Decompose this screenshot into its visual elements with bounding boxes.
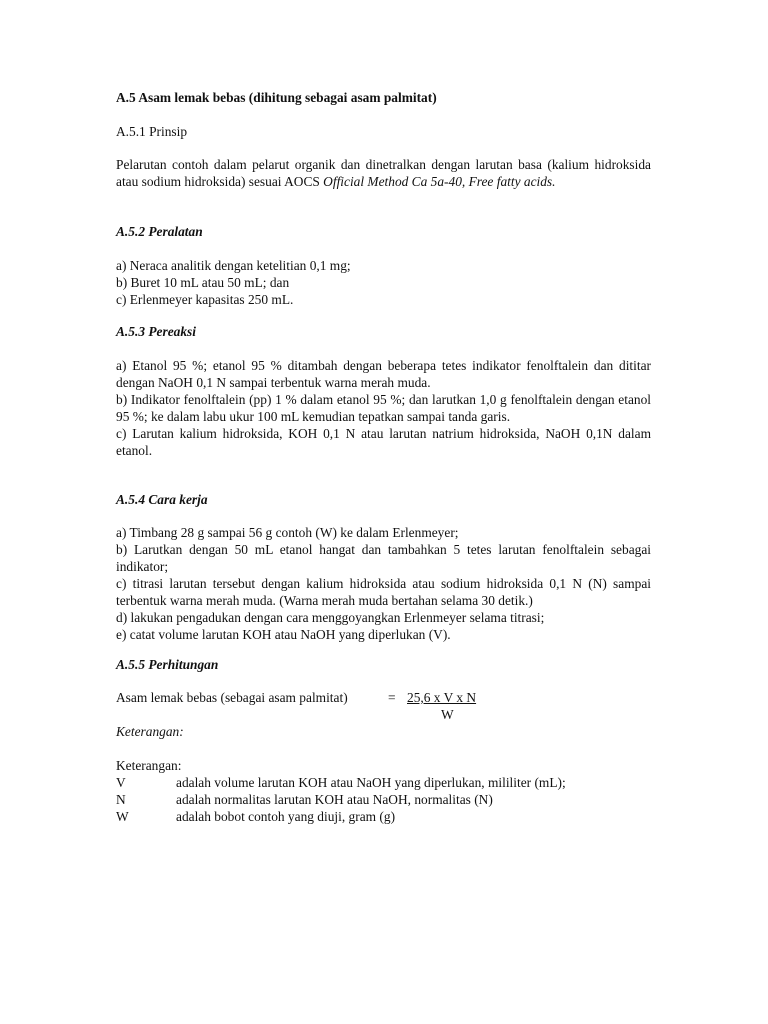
list-item: a) Etanol 95 %; etanol 95 % ditambah dengan beberapa tetes indikator fenolftalein dan dititar dengan NaOH 0,1 N sampai terbentuk warna merah muda. [116, 358, 651, 390]
list-item: c) titrasi larutan tersebut dengan kalium hidroksida atau sodium hidroksida 0,1 N (N) sampai terbentuk warna merah muda. (Warna merah muda bertahan selama 30 detik.) [116, 576, 651, 608]
pereaksi-title: A.5.3 Pereaksi [116, 324, 196, 339]
pereaksi-list [116, 357, 651, 459]
list-item: e) catat volume larutan KOH atau NaOH yang diperlukan (V). [116, 627, 451, 642]
definition-text: adalah volume larutan KOH atau NaOH yang diperlukan, mililiter (mL); [176, 775, 566, 790]
list-item: b) Indikator fenolftalein (pp) 1 % dalam etanol 95 %; dan larutkan 1,0 g fenolftalein dengan etanol 95 %; ke dalam labu ukur 100 mL kemudian tepatkan sampai tanda garis. [116, 392, 651, 424]
list-item: a) Neraca analitik dengan ketelitian 0,1 mg; [116, 258, 351, 273]
section-heading: A.5 Asam lemak bebas (dihitung sebagai asam palmitat) [116, 90, 437, 105]
cara-kerja-list [116, 524, 651, 643]
prinsip-method-reference: Official Method Ca 5a-40, Free fatty acids. [323, 174, 556, 189]
definition-symbol: V [116, 775, 126, 790]
list-item: a) Timbang 28 g sampai 56 g contoh (W) ke dalam Erlenmeyer; [116, 525, 459, 540]
definition-text: adalah bobot contoh yang diuji, gram (g) [176, 809, 396, 824]
list-item: d) lakukan pengadukan dengan cara menggoyangkan Erlenmeyer selama titrasi; [116, 610, 545, 625]
definition-symbol: W [116, 809, 129, 824]
definition-symbol: N [116, 792, 126, 807]
list-item: c) Larutan kalium hidroksida, KOH 0,1 N atau larutan natrium hidroksida, NaOH 0,1N dalam etanol. [116, 426, 651, 458]
keterangan-italic: Keterangan: [116, 724, 184, 739]
definition-text: adalah normalitas larutan KOH atau NaOH, normalitas (N) [176, 792, 493, 807]
list-item: b) Buret 10 mL atau 50 mL; dan [116, 275, 290, 290]
prinsip-text: Pelarutan contoh dalam pelarut organik dan dinetralkan dengan larutan basa (kalium hidroksida atau sodium hidroksida) sesuai AOCS [116, 157, 651, 189]
list-item: c) Erlenmeyer kapasitas 250 mL. [116, 292, 294, 307]
prinsip-title: A.5.1 Prinsip [116, 124, 188, 139]
formula-equals: = [388, 690, 396, 705]
peralatan-list [116, 257, 651, 308]
formula-lhs: Asam lemak bebas (sebagai asam palmitat) [116, 690, 348, 705]
list-item: b) Larutkan dengan 50 mL etanol hangat dan tambahkan 5 tetes larutan fenolftalein sebagai indikator; [116, 542, 651, 574]
perhitungan-title: A.5.5 Perhitungan [116, 657, 219, 672]
prinsip-paragraph [116, 156, 651, 190]
cara-kerja-title: A.5.4 Cara kerja [116, 492, 208, 507]
peralatan-title: A.5.2 Peralatan [116, 224, 203, 239]
formula-numerator: 25,6 x V x N [407, 690, 477, 705]
keterangan-label: Keterangan: [116, 758, 182, 773]
formula-denominator: W [441, 707, 454, 722]
